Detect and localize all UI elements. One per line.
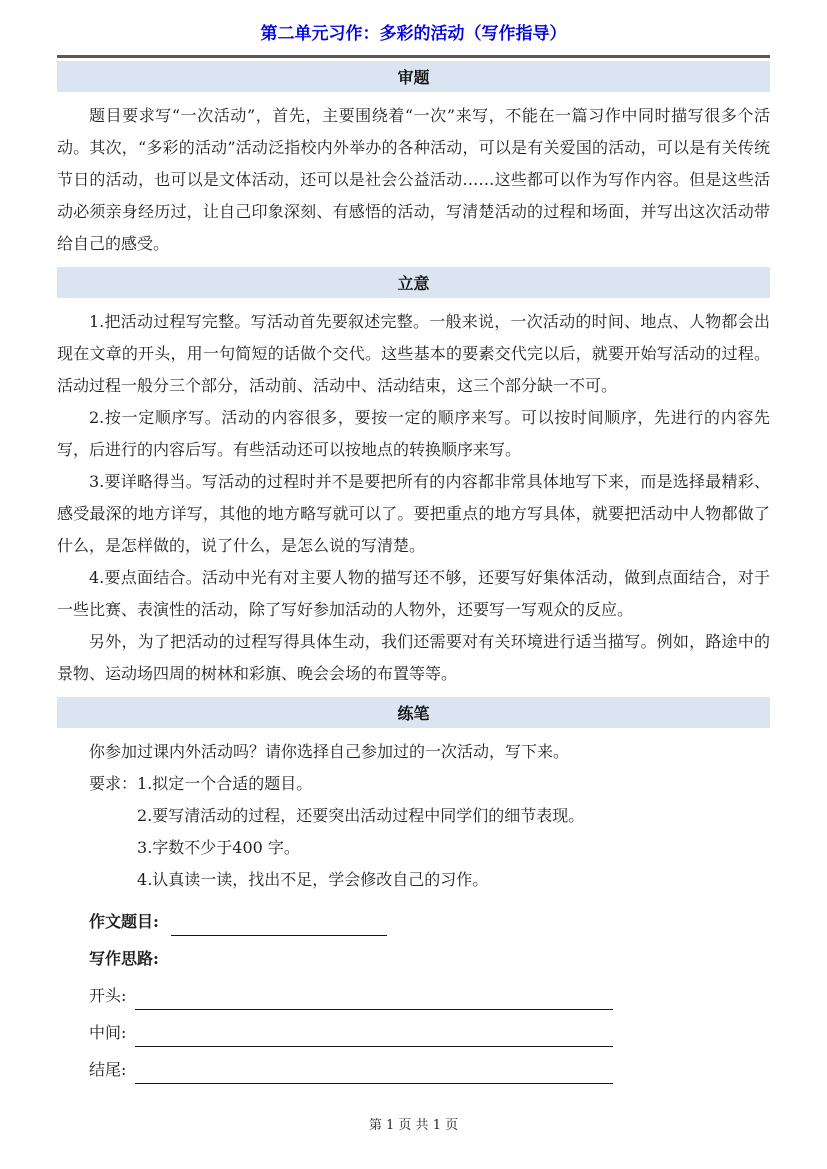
page-title: 第二单元习作：多彩的活动（写作指导） (260, 24, 567, 44)
page-number-footer: 第 1 页 共 1 页 (368, 1118, 459, 1133)
section-heading-liyi: 立意 (57, 267, 770, 298)
opening-label: 开头: (89, 986, 127, 1005)
requirements-list (137, 768, 770, 896)
section-heading-shenti: 审题 (57, 61, 770, 92)
horizontal-rule (57, 55, 770, 58)
requirement-item-2: 2.要写清活动的过程，还要突出活动过程中同学们的细节表现。 (137, 806, 585, 825)
middle-blank[interactable] (135, 1022, 613, 1047)
shenti-paragraph: 题目要求写“一次活动”，首先，主要围绕着“一次”来写，不能在一篇习作中同时描写很多个活动。其次，“多彩的活动”活动泛指校内外举办的各种活动，可以是有关爱国的活动，可以是有关传统节日的活动，也可以是文体活动，还可以是社会公益活动……这些都可以作为写作内容。但是这些活动必须亲身经历过，让自己印象深刻、有感悟的活动，写清楚活动的过程和场面，并写出这次活动带给自己的感受。 (57, 106, 770, 253)
liyi-paragraph-3: 3.要详略得当。写活动的过程时并不是要把所有的内容都非常具体地写下来，而是选择最精彩、感受最深的地方详写，其他的地方略写就可以了。要把重点的地方写具体，就要把活动中人物都做了什么，是怎样做的，说了什么，是怎么说的写清楚。 (57, 472, 770, 555)
section-heading-lianbi: 练笔 (57, 697, 770, 728)
liyi-paragraph-4: 4.要点面结合。活动中光有对主要人物的描写还不够，还要写好集体活动，做到点面结合，对于一些比赛、表演性的活动，除了写好参加活动的人物外，还要写一写观众的反应。 (57, 568, 770, 619)
essay-title-label: 作文题目: (89, 912, 159, 931)
outline-row (57, 945, 770, 973)
middle-label: 中间: (89, 1023, 127, 1042)
opening-blank[interactable] (135, 985, 613, 1010)
requirements-block (57, 768, 770, 896)
ending-row (57, 1056, 770, 1084)
liyi-paragraph-5: 另外，为了把活动的过程写得具体生动，我们还需要对有关环境进行适当描写。例如，路途中的景物、运动场四周的树林和彩旗、晚会会场的布置等等。 (57, 632, 770, 683)
liyi-paragraph-1: 1.把活动过程写完整。写活动首先要叙述完整。一般来说，一次活动的时间、地点、人物都会出现在文章的开头，用一句简短的话做个交代。这些基本的要素交代完以后，就要开始写活动的过程。活动过程一般分三个部分，活动前、活动中、活动结束，这三个部分缺一不可。 (57, 312, 770, 395)
requirement-item-1: 1.拟定一个合适的题目。 (137, 774, 313, 793)
liyi-paragraph-2: 2.按一定顺序写。活动的内容很多，要按一定的顺序来写。可以按时间顺序，先进行的内容先写，后进行的内容后写。有些活动还可以按地点的转换顺序来写。 (57, 408, 770, 459)
middle-row (57, 1019, 770, 1047)
lianbi-intro: 你参加过课内外活动吗？请你选择自己参加过的一次活动，写下来。 (89, 742, 570, 761)
ending-blank[interactable] (135, 1059, 613, 1084)
essay-title-blank[interactable] (171, 911, 387, 936)
ending-label: 结尾: (89, 1060, 127, 1079)
requirements-label: 要求： (89, 774, 138, 793)
opening-row (57, 982, 770, 1010)
requirement-item-3: 3.字数不少于400 字。 (137, 838, 300, 857)
outline-label: 写作思路: (89, 949, 159, 968)
essay-title-row (57, 908, 770, 936)
requirement-item-4: 4.认真读一读，找出不足，学会修改自己的习作。 (137, 870, 489, 889)
